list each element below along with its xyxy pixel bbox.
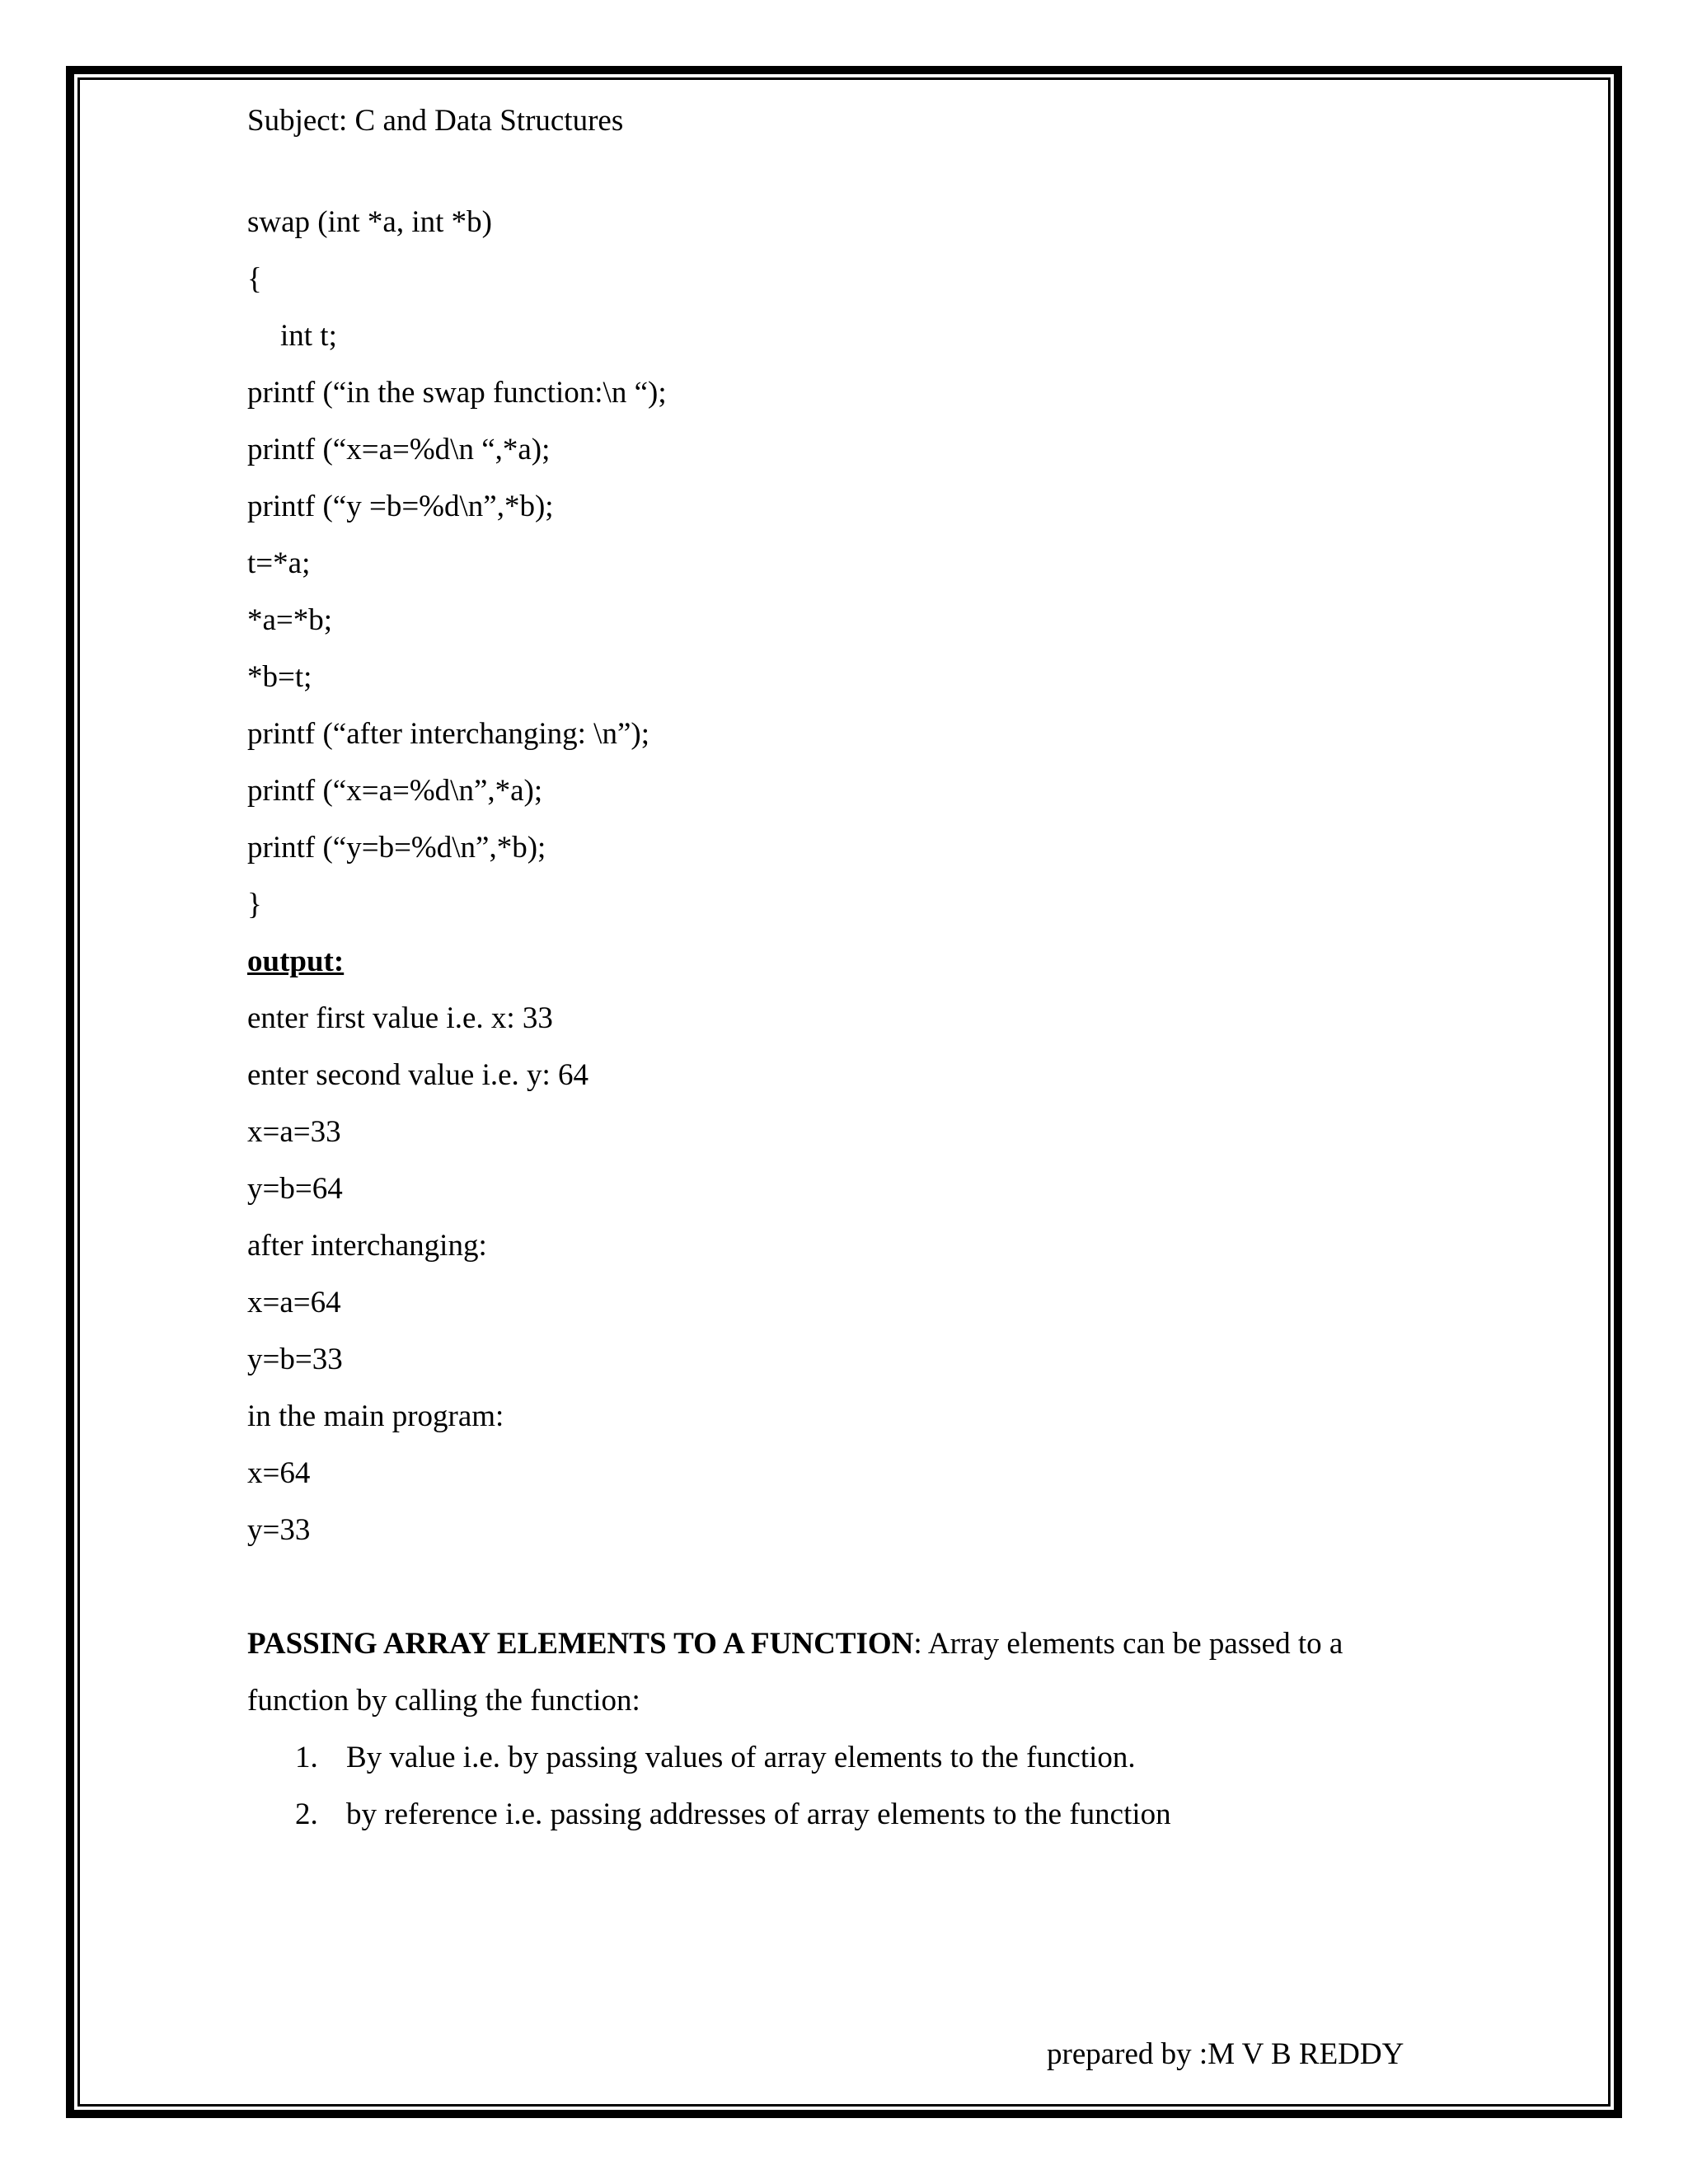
output-line: x=64: [247, 1456, 311, 1490]
output-line: x=a=33: [247, 1115, 341, 1149]
code-line: printf (“in the swap function:\n “);: [247, 376, 667, 410]
code-line: int t;: [280, 319, 337, 353]
code-line: printf (“y=b=%d\n”,*b);: [247, 831, 546, 865]
output-line: y=b=64: [247, 1172, 343, 1206]
output-block: [247, 933, 1451, 1558]
list-number: 2.: [295, 1797, 318, 1831]
code-line: {: [247, 262, 262, 296]
list-item: [247, 1786, 1451, 1843]
code-line: swap (int *a, int *b): [247, 205, 492, 239]
list-item: [247, 1729, 1451, 1786]
subject-line: Subject: C and Data Structures: [247, 104, 624, 138]
output-line: y=33: [247, 1513, 311, 1547]
code-line: printf (“y =b=%d\n”,*b);: [247, 490, 554, 523]
output-line: enter first value i.e. x: 33: [247, 1001, 553, 1035]
output-line: enter second value i.e. y: 64: [247, 1058, 589, 1092]
page-content: [247, 92, 1451, 1843]
code-line: printf (“after interchanging: \n”);: [247, 717, 649, 751]
code-line: *a=*b;: [247, 603, 333, 637]
section-text: : Array elements can be passed to a function by calling the function:: [247, 1627, 1343, 1718]
output-line: after interchanging:: [247, 1229, 487, 1263]
spacer: [247, 149, 1451, 194]
output-line: in the main program:: [247, 1399, 504, 1433]
spacer: [247, 1558, 1451, 1615]
list-number: 1.: [295, 1741, 318, 1774]
ways-list: [247, 1729, 1451, 1843]
code-block: [247, 194, 1451, 933]
code-line: printf (“x=a=%d\n”,*a);: [247, 774, 543, 808]
output-line: x=a=64: [247, 1286, 341, 1319]
footer-author: prepared by :M V B REDDY: [1047, 2037, 1404, 2071]
code-line: *b=t;: [247, 660, 312, 694]
section-paragraph: [247, 1615, 1451, 1729]
section-title: PASSING ARRAY ELEMENTS TO A FUNCTION: [247, 1627, 914, 1661]
list-text: By value i.e. by passing values of array elements to the function.: [346, 1741, 1136, 1774]
code-line: printf (“x=a=%d\n “,*a);: [247, 433, 551, 466]
code-line: t=*a;: [247, 546, 311, 580]
output-heading: output:: [247, 944, 345, 978]
list-text: by reference i.e. passing addresses of array elements to the function: [346, 1797, 1171, 1831]
code-line: }: [247, 888, 262, 921]
output-line: y=b=33: [247, 1343, 343, 1376]
